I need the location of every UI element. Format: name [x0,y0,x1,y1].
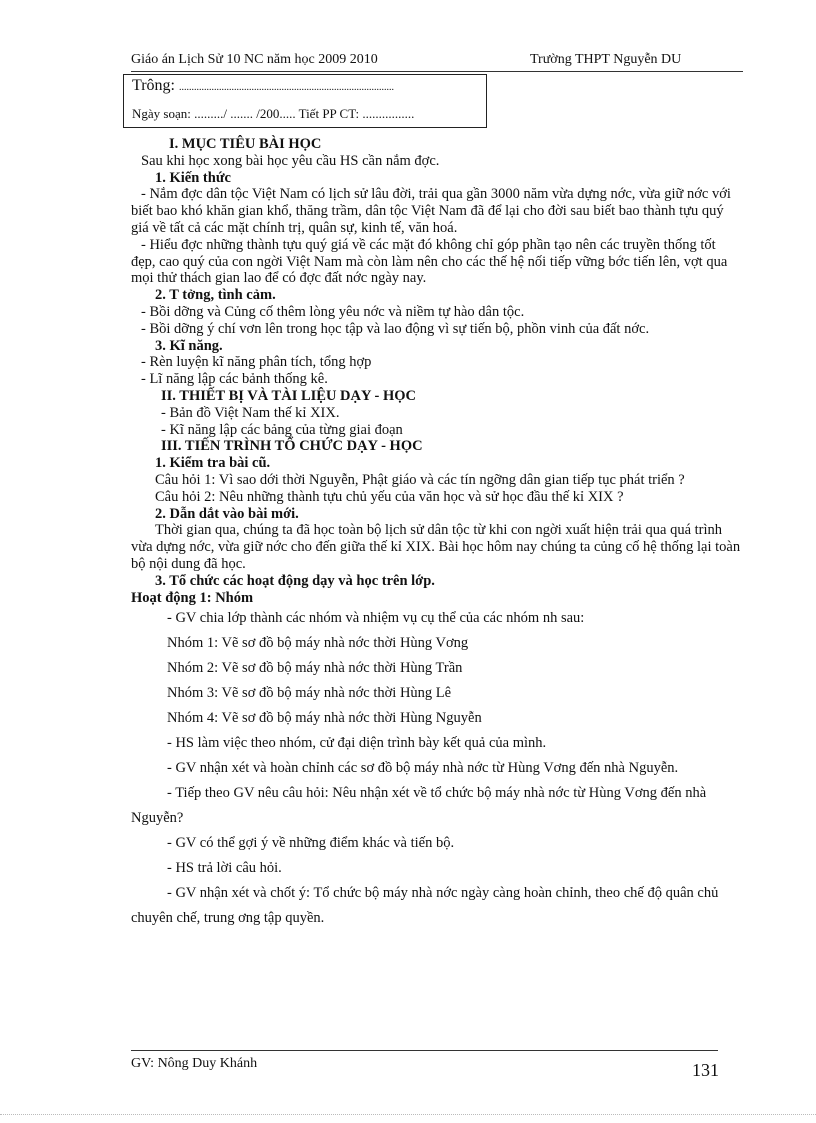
section-2-title: II. THIẾT BỊ VÀ TÀI LIỆU DẠY - HỌC [161,387,417,404]
paragraph-13: - Tiếp theo GV nêu câu hỏi: Nêu nhận xét về tổ chức bộ máy nhà nớc từ Hùng Vơng đến nhà Nguyễn? [131,785,707,827]
paragraph-10: - GV chia lớp thành các nhóm và nhiệm vụ cụ thể của các nhóm nh sau: [167,610,585,627]
paragraph-1: - Nắm đợc dân tộc Việt Nam có lịch sử lâu đời, trải qua gần 3000 năm vừa dựng nớc, vừa giữ nớc với biết bao khó khăn gian khổ, thăng trầm, dân tộc Việt Nam đã để lại cho đời sau biết bao thành tựu quý giá về tất cả các mặt chính trị, quân sự, kinh tế, văn hoá. [131,186,731,236]
page-edge-dotted [0,1114,816,1115]
paragraph-12: - GV nhận xét và hoàn chỉnh các sơ đồ bộ máy nhà nớc từ Hùng Vơng đến nhà Nguyễn. [167,760,679,777]
question-1: Câu hỏi 1: Vì sao dới thời Nguyễn, Phật giáo và các tín ngỡng dân gian tiếp tục phát triển ? [155,471,685,488]
footer-teacher: GV: Nông Duy Khánh [131,1056,258,1071]
question-2: Câu hỏi 2: Nêu những thành tựu chủ yếu của văn học và sử học đầu thế kỉ XIX ? [155,488,624,505]
paragraph-7: - Bản đồ Việt Nam thế kỉ XIX. [161,404,340,421]
subheading-intro: 2. Dẫn dắt vào bài mới. [155,505,299,522]
paragraph-15: - HS trả lời câu hỏi. [167,860,282,877]
subheading-activities: 3. Tổ chức các hoạt động dạy và học trên lớp. [155,572,435,589]
paragraph-4: - Bồi dỡng ý chí vơn lên trong học tập và lao động vì sự tiến bộ, phồn vinh của đất nớc. [141,320,650,337]
header-right: Trường THPT Nguyễn DU [530,52,682,67]
paragraph-14: - GV có thể gợi ý về những điểm khác và tiến bộ. [167,835,455,852]
group-4: Nhóm 4: Vẽ sơ đồ bộ máy nhà nớc thời Hùng Nguyễn [167,710,482,727]
paragraph-3: - Bồi dỡng và Củng cố thêm lòng yêu nớc và niềm tự hào dân tộc. [141,303,525,320]
section-1-title: I. MỤC TIÊU BÀI HỌC [169,136,322,152]
info-box [123,74,487,128]
group-1: Nhóm 1: Vẽ sơ đồ bộ máy nhà nớc thời Hùng Vơng [167,635,469,652]
page-number: 131 [692,1060,719,1080]
group-3: Nhóm 3: Vẽ sơ đồ bộ máy nhà nớc thời Hùng Lê [167,685,452,702]
trong-label: Trông: [132,77,175,94]
section-3-title: III. TIẾN TRÌNH TỔ CHỨC DẠY - HỌC [161,438,423,455]
paragraph-9: Thời gian qua, chúng ta đã học toàn bộ lịch sử dân tộc từ khi con ngời xuất hiện trải qua quá trình vừa dựng nớc, vừa giữ nớc cho đến giữa thế kỉ XIX. Bài học hôm nay chúng ta củng cố hệ thống lại toàn bộ nội dung đã học. [131,522,741,572]
subheading-skills: 3. Kĩ năng. [155,337,223,354]
ngay-soan-row: Ngày soạn: ........./ ....... /200..... Tiết PP CT: ................ [132,106,415,121]
activity-1-title: Hoạt động 1: Nhóm [131,589,254,606]
lesson-content [131,136,743,931]
paragraph-5: - Rèn luyện kĩ năng phân tích, tổng hợp [141,354,372,371]
footer-rule [131,1050,718,1051]
paragraph-8: - Kĩ năng lập các bảng của từng giai đoạn [161,421,403,438]
header-left: Giáo án Lịch Sử 10 NC năm học 2009 2010 [131,52,378,67]
subheading-review: 1. Kiểm tra bài cũ. [155,455,271,472]
section-1-intro: Sau khi học xong bài học yêu cầu HS cần nắm đợc. [141,152,440,169]
header-rule [131,71,743,72]
subheading-knowledge: 1. Kiến thức [155,169,231,186]
subheading-attitude: 2. T tởng, tình cảm. [155,287,276,304]
group-2: Nhóm 2: Vẽ sơ đồ bộ máy nhà nớc thời Hùng Trần [167,660,463,677]
paragraph-11: - HS làm việc theo nhóm, cử đại diện trình bày kết quả của mình. [167,735,547,752]
paragraph-2: - Hiểu đợc những thành tựu quý giá về các mặt đó không chỉ góp phần tạo nên các truyền thống tốt đẹp, cao quý của con ngời Việt Nam mà còn làm nên cho các thế hệ nối tiếp vững bớc tiến lên, vợt qua mọi thử thách gian lao để có đợc đất nớc ngày nay. [131,236,728,287]
trong-row [132,77,394,95]
trong-dots: ...................................................................................... [178,82,394,93]
paragraph-16: - GV nhận xét và chốt ý: Tổ chức bộ máy nhà nớc ngày càng hoàn chỉnh, theo chế độ quân chủ chuyên chế, trung ơng tập quyền. [131,885,719,927]
paragraph-6: - Lĩ năng lập các bảnh thống kê. [141,371,328,388]
